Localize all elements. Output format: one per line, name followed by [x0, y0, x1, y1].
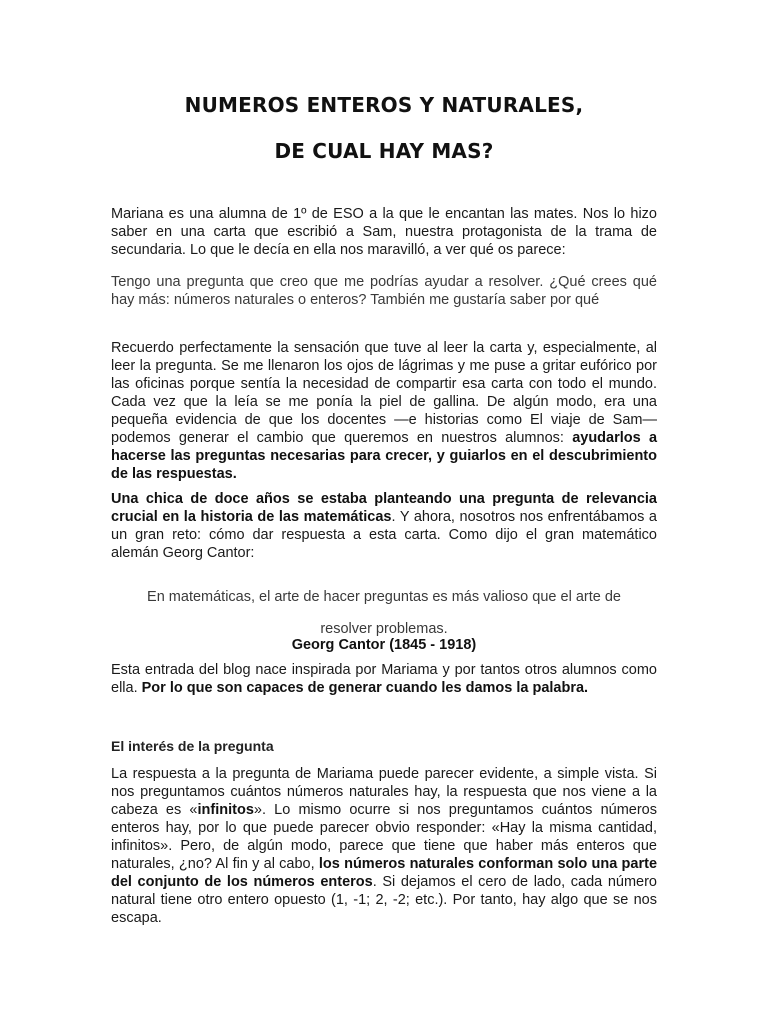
paragraph-blog-entry-bold: Por lo que son capaces de generar cuando les damos la palabra. — [141, 680, 589, 696]
cantor-quote-line-1: En matemáticas, el arte de hacer preguntas es más valioso que el arte de — [147, 589, 621, 605]
paragraph-interest — [111, 765, 657, 927]
section-heading: El interés de la pregunta — [111, 738, 274, 754]
paragraph-challenge-bold: Una chica de doce años se estaba planteando una pregunta de relevancia crucial en la historia de las matemáticas — [111, 491, 657, 525]
paragraph-reaction-bold: ayudarlos a hacerse las preguntas necesarias para crecer, y guiarlos en el descubrimiento de las respuestas. — [111, 430, 658, 482]
paragraph-interest-bold-b: los números naturales conforman solo una parte del conjunto de los números enteros — [111, 856, 658, 890]
paragraph-interest-text-c: . Si dejamos el cero de lado, cada número natural tiene otro entero opuesto (1, -1; 2, -2; etc.). Por tanto, hay algo que se nos escapa. — [111, 874, 657, 926]
paragraph-reaction — [111, 339, 657, 483]
paragraph-reaction-text: Recuerdo perfectamente la sensación que tuve al leer la carta y, especialmente, al leer la pregunta. Se me llenaron los ojos de lágrimas y me puse a gritar eufórico por las oficinas porque sentía la necesidad de compartir esa carta con todo el mundo. Cada vez que la leía se me ponía la piel de gallina. De algún modo, era una pequeña evidencia de que los docentes —e historias como El viaje de Sam— podemos generar el cambio que queremos en nuestros alumnos: — [111, 340, 657, 446]
paragraph-challenge — [111, 490, 657, 562]
paragraph-interest-text-a: La respuesta a la pregunta de Mariama puede parecer evidente, a simple vista. Si nos preguntamos cuántos números naturales hay, la respuesta que nos viene a la cabeza es « — [111, 766, 657, 818]
letter-quote-text: Tengo una pregunta que creo que me podrías ayudar a resolver. ¿Qué crees qué hay más: números naturales o enteros? También me gustaría saber por qué — [111, 274, 657, 308]
paragraph-intro-text: Mariana es una alumna de 1º de ESO a la que le encantan las mates. Nos lo hizo saber en una carta que escribió a Sam, nuestra protagonista de la trama de secundaria. Lo que le decía en ella nos maravilló, a ver qué os parece: — [111, 206, 657, 258]
title-line-2: DE CUAL HAY MAS? — [274, 139, 494, 163]
title-line-1: NUMEROS ENTEROS Y NATURALES, — [184, 93, 584, 117]
cantor-quote-author: Georg Cantor (1845 - 1918) — [291, 637, 477, 653]
paragraph-blog-entry-text: Esta entrada del blog nace inspirada por Mariama y por tantos otros alumnos como ella. — [111, 662, 657, 696]
letter-quote — [111, 273, 657, 309]
paragraph-interest-bold-a: infinitos — [197, 802, 254, 818]
paragraph-interest-text-b: ». Lo mismo ocurre si nos preguntamos cuántos números enteros hay, por lo que puede parecer obvio responder: «Hay la misma cantidad, infinitos». Pero, de algún modo, parece que tiene que haber más enteros que naturales, ¿no? Al fin y al cabo, — [111, 802, 657, 872]
paragraph-intro — [111, 205, 657, 259]
paragraph-blog-entry — [111, 661, 657, 697]
paragraph-challenge-text: . Y ahora, nosotros nos enfrentábamos a un gran reto: cómo dar respuesta a esta carta. Como dijo el gran matemático alemán Georg Cantor: — [111, 509, 657, 561]
cantor-quote-line-2: resolver problemas. — [320, 621, 448, 637]
